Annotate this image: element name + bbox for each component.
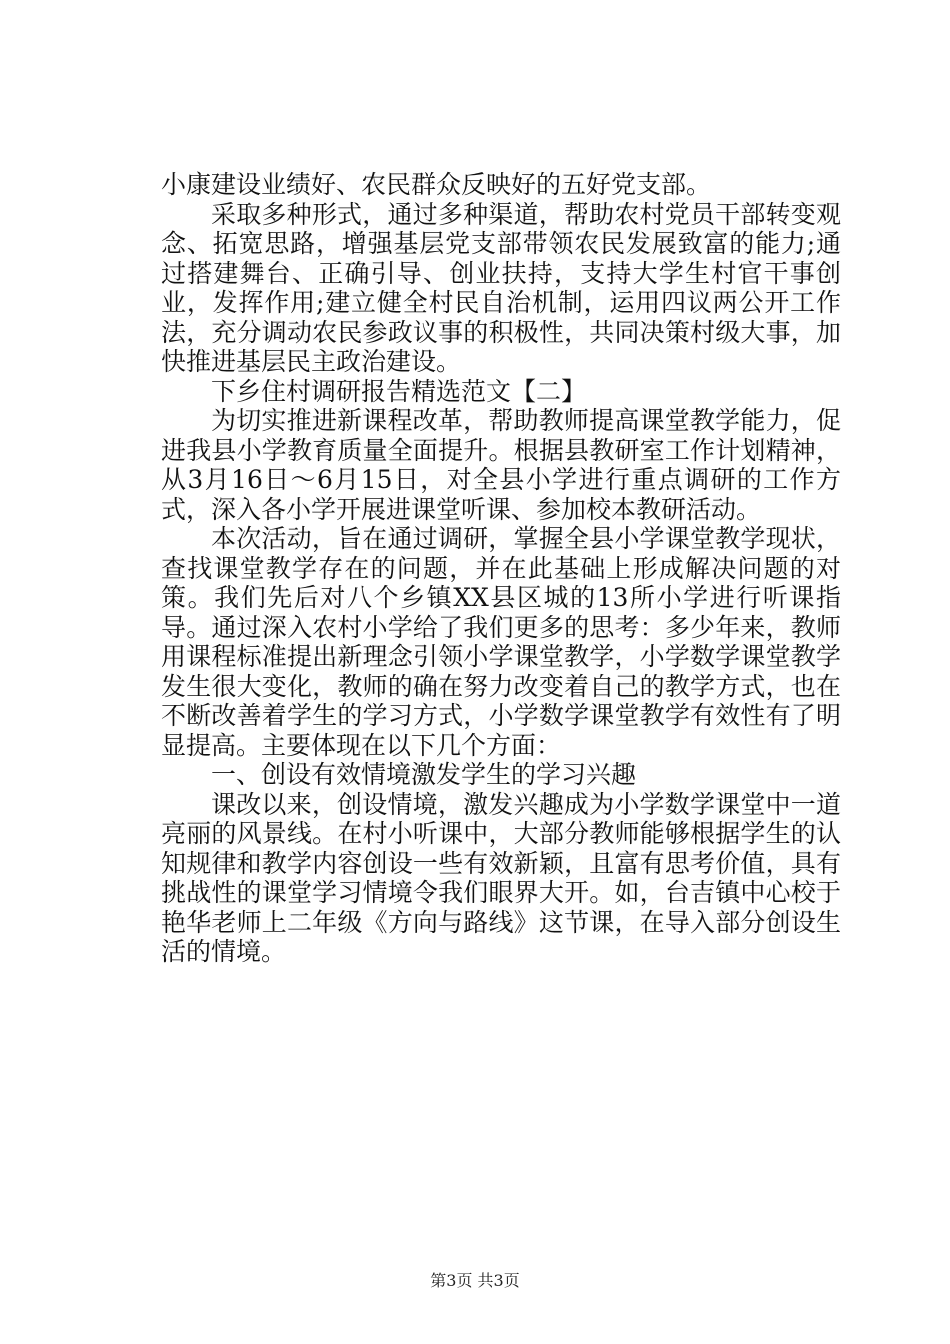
paragraph-measures: 采取多种形式，通过多种渠道，帮助农村党员干部转变观念、拓宽思路，增强基层党支部带领农民发展致富的能力;通过搭建舞台、正确引导、创业扶持，支持大学生村官干事创业，发挥作用;建立健全村民自治机制，运用四议两公开工作法，充分调动农民参政议事的积极性，共同决策村级大事，加快推进基层民主政治建设。 <box>161 199 841 376</box>
paragraph-activity: 本次活动，旨在通过调研，掌握全县小学课堂教学现状，查找课堂教学存在的问题，并在此基础上形成解决问题的对策。我们先后对八个乡镇XX县区城的13所小学进行听课指导。通过深入农村小学给了我们更多的思考：多少年来，教师用课程标准提出新理念引领小学课堂教学，小学数学课堂教学发生很大变化，教师的确在努力改变着自己的教学方式，也在不断改善着学生的学习方式，小学数学课堂教学有效性有了明显提高。主要体现在以下几个方面： <box>161 524 841 760</box>
document-body <box>161 170 841 967</box>
paragraph-continuation: 小康建设业绩好、农民群众反映好的五好党支部。 <box>161 170 712 199</box>
paragraph-context: 课改以来，创设情境，激发兴趣成为小学数学课堂中一道亮丽的风景线。在村小听课中，大部分教师能够根据学生的认知规律和教学内容创设一些有效新颖，且富有思考价值，具有挑战性的课堂学习情境令我们眼界大开。如，台吉镇中心校于艳华老师上二年级《方向与路线》这节课，在导入部分创设生活的情境。 <box>161 789 841 966</box>
subheading-one: 一、创设有效情境激发学生的学习兴趣 <box>211 760 637 789</box>
page-footer: 第3页 共3页 <box>430 1271 520 1290</box>
section-title: 下乡住村调研报告精选范文【二】 <box>211 376 587 406</box>
paragraph-purpose: 为切实推进新课程改革，帮助教师提高课堂教学能力，促进我县小学教育质量全面提升。根据县教研室工作计划精神，从3月16日～6月15日，对全县小学进行重点调研的工作方式，深入各小学开展进课堂听课、参加校本教研活动。 <box>161 406 841 524</box>
